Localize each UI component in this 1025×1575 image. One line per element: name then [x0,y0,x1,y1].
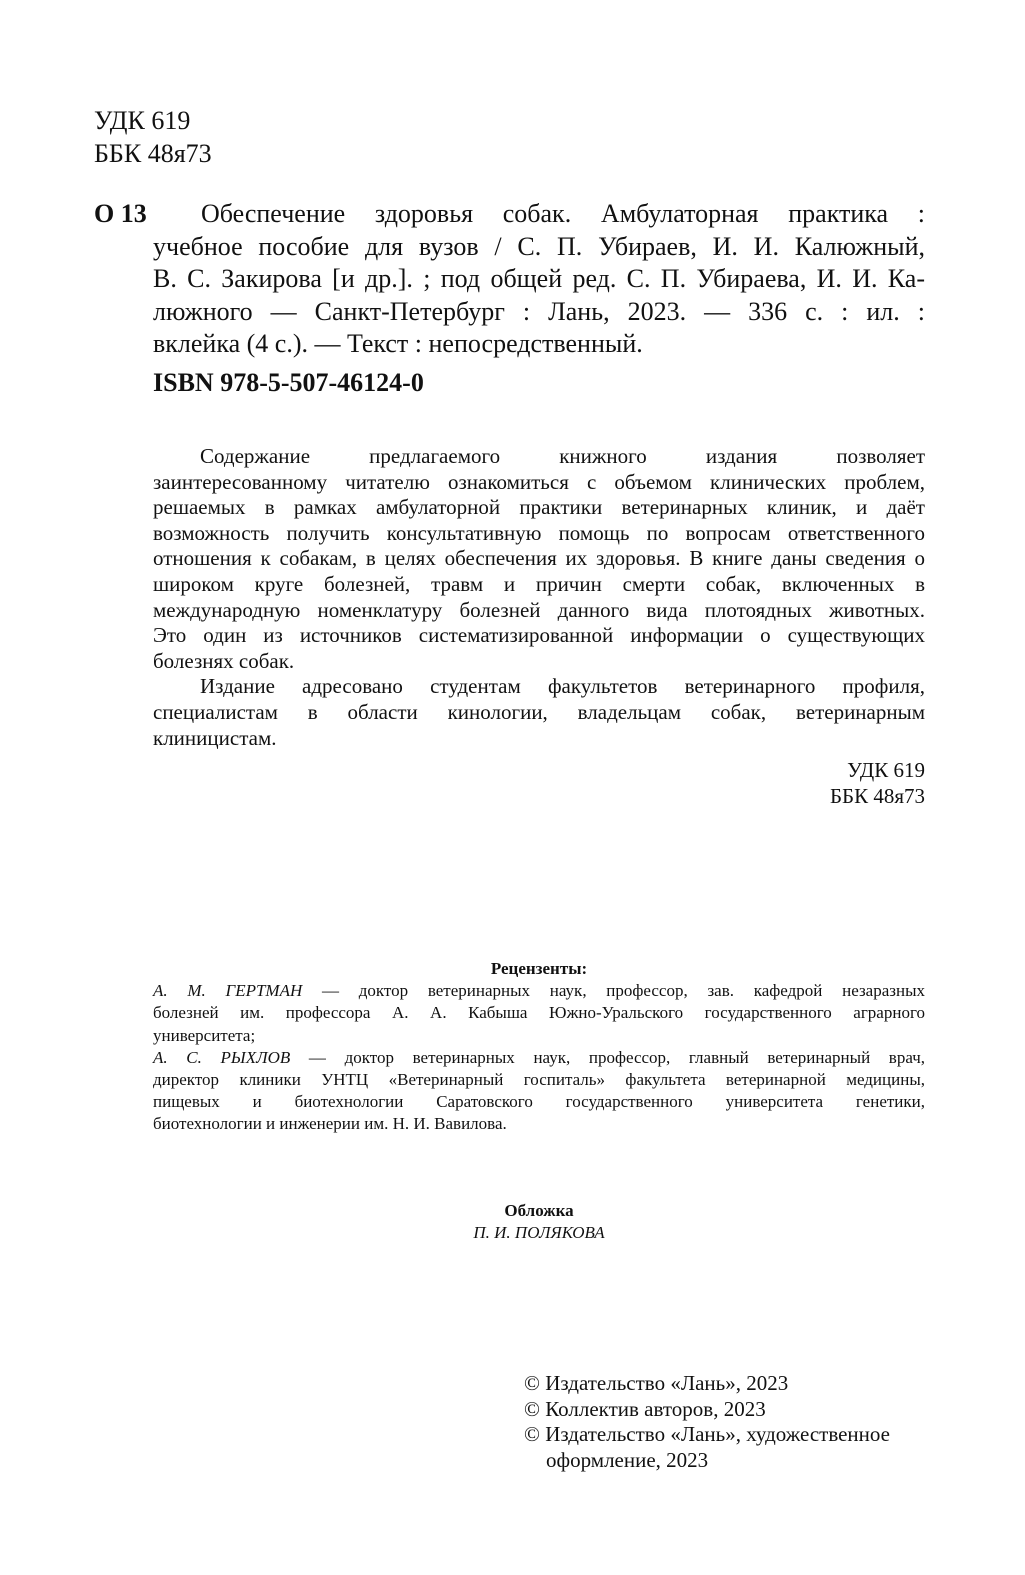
annotation-line: Издание адресовано студентам факультетов ветеринарного профиля, [200,674,925,699]
classification-codes [94,104,212,170]
annotation-line: Это один из источников систематизированной информации о существующих [153,623,925,648]
biblio-line: вклейка (4 с.). — Текст : непосредственный. [153,329,643,358]
reviewer-credentials: — доктор ветеринарных наук, профессор, главный ветеринарный врач, [290,1047,925,1067]
annotation-line: широком круге болезней, травм и причин смерти собак, включенных в [153,571,925,596]
annotation-line: специалистам в области кинологии, владельцам собак, ветеринарным [153,699,925,724]
reviewer-line: пищевых и биотехнологии Саратовского государственного университета генетики, [153,1092,925,1112]
udk-code: УДК 619 [94,106,191,135]
biblio-line: Обеспечение здоровья собак. Амбулаторная практика : [201,199,925,228]
annotation-line: Содержание предлагаемого книжного издания позволяет [200,444,925,468]
author-sign: О 13 [94,199,147,228]
annotation-line: отношения к собакам, в целях обеспечения их здоровья. В книге даны сведения о [153,546,925,571]
bbk-code: ББК 48я73 [94,139,212,168]
annotation-line: клиницистам. [153,725,277,750]
reviewer-credentials: — доктор ветеринарных наук, профессор, зав. кафедрой незаразных [302,981,925,1001]
reviewer-line: болезней им. профессора А. А. Кабыша Южно-Уральского государственного аграрного [153,1003,925,1023]
udk-code-right: УДК 619 [847,758,925,782]
classification-codes-right [760,757,925,809]
copyright-line: оформление, 2023 [546,1447,709,1472]
reviewer-line: директор клиники УНТЦ «Ветеринарный госпиталь» факультета ветеринарной медицины, [153,1070,925,1090]
copyright-line: © Издательство «Лань», художественное [524,1422,890,1446]
biblio-line: В. С. Закирова [и др.]. ; под общей ред. С. П. Убираева, И. И. Ка- [153,264,925,293]
reviewer-line: университета; [153,1025,256,1045]
bbk-code-right: ББК 48я73 [829,784,925,808]
annotation [153,444,925,751]
annotation-line: возможность получить консультативную помощь по вопросам ответственного [153,520,925,545]
annotation-line: международную номенклатуру болезней данного вида плотоядных животных. [153,597,925,622]
reviewers-heading: Рецензенты: [490,959,588,978]
copyright-block [524,1371,944,1473]
copyright-line: © Коллектив авторов, 2023 [524,1396,766,1421]
bibliographic-record [153,198,925,361]
biblio-line: люжного — Санкт-Петербург : Лань, 2023. — 336 с. : ил. : [153,296,925,326]
cover-designer: П. И. ПОЛЯКОВА [473,1223,605,1242]
reviewer-name: А. М. ГЕРТМАН [153,981,303,1001]
biblio-line: учебное пособие для вузов / С. П. Убираев, И. И. Калюжный, [153,231,925,261]
reviewer-name: А. С. РЫХЛОВ [153,1047,291,1067]
annotation-line: болезнях собак. [153,648,295,673]
cover-credit [153,1200,925,1244]
reviewer-line: биотехнологии и инженерии им. Н. И. Вавилова. [153,1114,507,1134]
cover-heading: Обложка [504,1201,574,1220]
copyright-line: © Издательство «Лань», 2023 [524,1371,789,1395]
reviewer-line [153,1047,925,1069]
annotation-line: заинтересованному читателю ознакомиться с объемом клинических проблем, [153,469,925,494]
reviewers-block [153,958,925,1136]
annotation-line: решаемых в рамках амбулаторной практики ветеринарных клиник, и даёт [153,495,925,520]
isbn: ISBN 978-5-507-46124-0 [153,368,424,397]
reviewer-line [153,980,925,1002]
